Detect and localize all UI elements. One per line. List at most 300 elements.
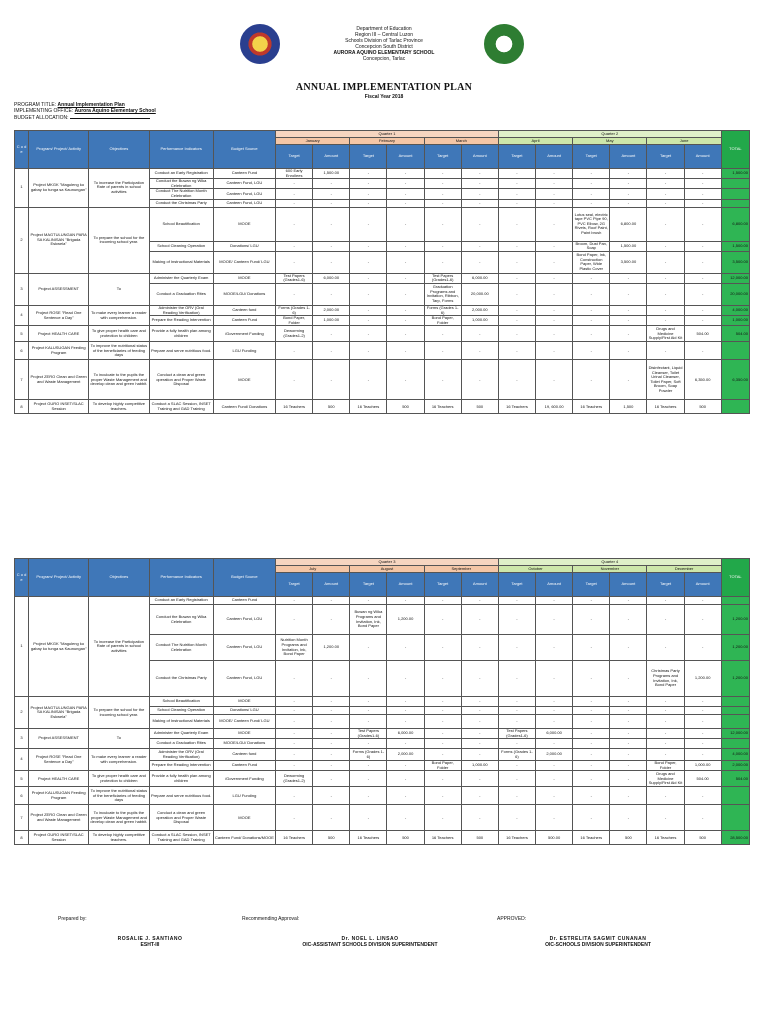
amount-cell: - <box>313 179 350 189</box>
month-header: August <box>350 566 424 573</box>
amount-cell: - <box>461 707 498 715</box>
program-title-label: PROGRAM TITLE: <box>14 102 57 108</box>
total-cell: 1,000.00 <box>721 316 749 326</box>
target-cell: Test Papers (Grades1-6) <box>276 273 313 283</box>
amount-cell: - <box>610 360 647 400</box>
amount-cell: - <box>684 273 721 283</box>
amount-header: Amount <box>461 573 498 597</box>
target-cell: 16 Teachers <box>350 400 387 414</box>
target-cell: - <box>498 597 535 605</box>
target-cell: - <box>647 805 684 831</box>
target-cell: Bond Paper, Folder <box>424 316 461 326</box>
amount-cell: - <box>684 597 721 605</box>
budget-source: Donations/ LGU <box>213 707 275 715</box>
office-value: Aurora Aquino Elementary School <box>74 108 156 114</box>
budget-source: Canteen Fund/ Donations <box>213 400 275 414</box>
deped-seal-icon <box>484 24 524 64</box>
amount-cell: - <box>313 787 350 805</box>
performance-indicator: Conduct The Nutrition Month Celebration <box>149 189 213 199</box>
target-cell: - <box>573 739 610 749</box>
amount-header: Amount <box>536 573 573 597</box>
target-cell: - <box>350 342 387 360</box>
table-row <box>15 360 750 400</box>
budget-source: MOOE <box>213 207 275 241</box>
target-cell: - <box>498 360 535 400</box>
amount-header: Amount <box>461 145 498 169</box>
target-header: Target <box>424 573 461 597</box>
program-name: Project MAGTULUNGAN PARA SA KALINISAN "Brigada Eskwela" <box>29 207 89 273</box>
objective: To prepare the school for the incoming school year. <box>89 207 149 273</box>
budget-source: Canteen Fund, LGU <box>213 199 275 207</box>
school-seal-icon <box>240 24 280 64</box>
amount-cell: - <box>387 787 424 805</box>
month-header: April <box>498 138 572 145</box>
target-cell: - <box>498 251 535 273</box>
performance-indicator: Conduct a clean and green operation and Proper Waste Disposal <box>149 360 213 400</box>
target-cell: - <box>424 169 461 179</box>
month-header: July <box>276 566 350 573</box>
budget-label: BUDGET ALLOCATION: <box>14 115 69 121</box>
target-cell: - <box>350 360 387 400</box>
amount-cell: 6,000.00 <box>387 729 424 739</box>
total-cell: 2,000.00 <box>721 761 749 771</box>
amount-cell: - <box>536 697 573 707</box>
amount-cell: - <box>313 739 350 749</box>
objective: To inculcate to the pupils the proper Waste Management and develop clean and green habbit. <box>89 360 149 400</box>
row-code: 5 <box>15 771 29 787</box>
table-row <box>15 787 750 805</box>
target-cell: Forms (Grades 1-6) <box>498 749 535 761</box>
target-header: Target <box>350 145 387 169</box>
amount-cell: - <box>387 273 424 283</box>
target-cell: - <box>498 635 535 661</box>
target-cell: - <box>573 189 610 199</box>
target-cell: - <box>350 805 387 831</box>
target-cell: - <box>276 739 313 749</box>
target-cell: - <box>647 697 684 707</box>
amount-cell: 2,000.00 <box>313 305 350 315</box>
target-cell: - <box>424 805 461 831</box>
target-cell: - <box>424 360 461 400</box>
amount-cell: - <box>536 707 573 715</box>
amount-cell: - <box>387 707 424 715</box>
target-cell: - <box>498 707 535 715</box>
amount-cell: - <box>461 251 498 273</box>
amount-cell: - <box>684 697 721 707</box>
month-header: December <box>647 566 721 573</box>
month-header: June <box>647 138 721 145</box>
amount-cell: 20,000.00 <box>461 283 498 305</box>
budget-source: MOOE <box>213 697 275 707</box>
budget-source: Canteen fund <box>213 749 275 761</box>
amount-cell: - <box>387 316 424 326</box>
performance-indicator: Conduct the Buwan ng Wika Celebration <box>149 605 213 635</box>
row-code: 6 <box>15 342 29 360</box>
amount-cell: - <box>387 179 424 189</box>
code-header: C o d e <box>15 559 29 597</box>
target-cell: - <box>647 199 684 207</box>
target-cell: - <box>276 749 313 761</box>
program-meta <box>14 102 156 121</box>
amount-cell: 6,800.00 <box>610 207 647 241</box>
amount-cell: 1,200.00 <box>387 605 424 635</box>
amount-cell: - <box>610 749 647 761</box>
amount-cell: - <box>684 715 721 729</box>
target-cell: - <box>573 805 610 831</box>
amount-cell: - <box>461 189 498 199</box>
target-cell: - <box>647 597 684 605</box>
total-cell: 1,200.00 <box>721 661 749 697</box>
performance-indicator: Provide a fully health plan among children <box>149 326 213 342</box>
objective: To increase the Participation Rate of parents in school activities <box>89 597 149 697</box>
amount-cell: 1,500 <box>610 400 647 414</box>
code-header: C o d e <box>15 131 29 169</box>
amount-cell: - <box>684 805 721 831</box>
amount-cell: - <box>387 715 424 729</box>
target-cell: Bond Paper, Ink, Construction Paper, Wide Plastic Cover <box>573 251 610 273</box>
target-cell: - <box>647 251 684 273</box>
amount-cell: - <box>387 697 424 707</box>
target-cell: 16 Teachers <box>424 400 461 414</box>
target-cell: - <box>498 761 535 771</box>
amount-cell: - <box>536 326 573 342</box>
performance-indicator: Conduct a SLAC Session, INSET Training and GAD Training <box>149 400 213 414</box>
target-cell: - <box>276 199 313 207</box>
target-cell: - <box>498 661 535 697</box>
target-cell: - <box>424 189 461 199</box>
target-cell: - <box>424 605 461 635</box>
target-cell: - <box>498 305 535 315</box>
amount-cell: - <box>387 635 424 661</box>
program-name: Project KALUSUGAN Feeding Program <box>29 787 89 805</box>
month-header: February <box>350 138 424 145</box>
target-cell: - <box>647 273 684 283</box>
target-cell: - <box>350 241 387 251</box>
program-name: Project HEALTH CARE <box>29 771 89 787</box>
recommender-position: OIC-ASSISTANT SCHOOLS DIVISION SUPERINTENDENT <box>302 942 438 948</box>
budget-source: Donations/ LGU <box>213 241 275 251</box>
budget-source: /Government Funding <box>213 326 275 342</box>
program-name: Project ROSE "Read One Sentence a Day" <box>29 305 89 325</box>
budget-source: MOOE/ Canteen Fund/ LGU <box>213 715 275 729</box>
target-cell: - <box>424 207 461 241</box>
school-name: AURORA AQUINO ELEMENTARY SCHOOL <box>333 50 435 56</box>
total-cell: 6,800.00 <box>721 207 749 241</box>
amount-cell: - <box>387 761 424 771</box>
target-cell: - <box>573 283 610 305</box>
amount-cell: - <box>536 316 573 326</box>
target-cell: - <box>350 199 387 207</box>
target-cell: - <box>573 661 610 697</box>
amount-cell: - <box>461 739 498 749</box>
amount-cell: - <box>610 805 647 831</box>
program-name: Project MKGK "Maguleng ko gabay ko tunga sa Kaunungan" <box>29 169 89 208</box>
total-cell: 28,500.00 <box>721 831 749 845</box>
total-cell <box>721 787 749 805</box>
amount-cell: - <box>536 179 573 189</box>
target-cell: - <box>350 739 387 749</box>
budget-source: Canteen Fund <box>213 169 275 179</box>
target-cell: - <box>573 316 610 326</box>
amount-cell: - <box>387 189 424 199</box>
table-row <box>15 831 750 845</box>
budget-source: Canteen Fund, LGU <box>213 189 275 199</box>
amount-cell: - <box>536 283 573 305</box>
table-row <box>15 207 750 241</box>
row-code: 8 <box>15 400 29 414</box>
amount-cell: - <box>313 597 350 605</box>
objective: To improve the nutritional status of the beneficiaries of feeding days <box>89 342 149 360</box>
total-cell: 1,200.00 <box>721 635 749 661</box>
performance-indicator: Conduct an Early Registration <box>149 597 213 605</box>
target-cell: 16 Teachers <box>424 831 461 845</box>
amount-cell: - <box>461 661 498 697</box>
amount-cell: - <box>387 326 424 342</box>
amount-cell: - <box>387 283 424 305</box>
row-code: 8 <box>15 831 29 845</box>
total-cell: 4,000.00 <box>721 749 749 761</box>
amount-header: Amount <box>684 573 721 597</box>
objective: To improve the nutritional status of the beneficiaries of feeding days <box>89 787 149 805</box>
budget-source: MOOE <box>213 729 275 739</box>
amount-cell: - <box>610 597 647 605</box>
amount-cell: - <box>610 771 647 787</box>
objective: To make every learner a reader with comprehension. <box>89 749 149 771</box>
amount-cell: 2,000.00 <box>536 749 573 761</box>
target-cell: - <box>424 739 461 749</box>
target-cell: - <box>573 273 610 283</box>
budget-source: Canteen Fund/ Donations/MOOE <box>213 831 275 845</box>
target-cell: - <box>573 697 610 707</box>
target-cell: - <box>424 707 461 715</box>
target-cell: Nutrition Month Programs and Invitation, Ink, Bond Paper <box>276 635 313 661</box>
amount-cell: - <box>610 635 647 661</box>
approver-name: Dr. ESTRELITA SAGMIT CUNANAN <box>549 936 647 942</box>
amount-cell: - <box>387 360 424 400</box>
amount-cell: - <box>461 207 498 241</box>
row-code: 1 <box>15 169 29 208</box>
amount-cell: - <box>387 241 424 251</box>
quarter-header: Quarter 2 <box>498 131 721 138</box>
amount-cell: - <box>313 761 350 771</box>
amount-cell: 504.00 <box>684 771 721 787</box>
target-cell: Test Papers (Grades1-6) <box>424 273 461 283</box>
performance-indicator: Conduct a Graduation Rites <box>149 739 213 749</box>
table-row <box>15 305 750 315</box>
amount-cell: - <box>536 199 573 207</box>
budget-source: LGU Funding <box>213 787 275 805</box>
amount-cell: 6,000.00 <box>313 273 350 283</box>
target-cell: Drugs and Medicine Supply/First Aid Kit <box>648 325 683 341</box>
amount-cell: - <box>313 342 350 360</box>
amount-cell: - <box>313 805 350 831</box>
table-row <box>15 326 750 342</box>
target-cell: - <box>573 179 610 189</box>
target-cell: - <box>276 605 313 635</box>
row-code: 4 <box>15 305 29 325</box>
dept-name: Department of Education <box>356 26 412 32</box>
program-name: Project MAGTULUNGAN PARA SA KALINISAN "Brigada Eskwela" <box>29 697 89 729</box>
amount-cell: - <box>461 605 498 635</box>
amount-cell: 2,000.00 <box>461 305 498 315</box>
target-cell: Deworming (Grades1-2) <box>276 326 313 342</box>
target-cell: - <box>276 805 313 831</box>
total-cell <box>721 739 749 749</box>
month-header: September <box>424 566 498 573</box>
target-cell: - <box>276 729 313 739</box>
amount-cell: 500 <box>461 400 498 414</box>
performance-indicator: Prepare and serve nutritious food. <box>149 342 213 360</box>
amount-cell: 500 <box>461 831 498 845</box>
town-name: Concepcion, Tarlac <box>362 56 406 62</box>
total-cell: 4,000.00 <box>721 305 749 315</box>
target-cell: - <box>276 707 313 715</box>
amount-cell: 1,200.00 <box>684 661 721 697</box>
table-row <box>15 749 750 761</box>
amount-cell: - <box>536 273 573 283</box>
amount-cell: - <box>461 749 498 761</box>
amount-cell: - <box>387 207 424 241</box>
target-cell: Bond Paper, Folder <box>276 316 313 326</box>
amount-cell: - <box>387 739 424 749</box>
amount-cell: - <box>684 342 721 360</box>
objective: To give proper health care and protection to children <box>89 326 149 342</box>
target-cell: - <box>573 360 610 400</box>
amount-cell: - <box>684 316 721 326</box>
target-cell: - <box>350 597 387 605</box>
target-cell: - <box>350 707 387 715</box>
target-cell: - <box>350 787 387 805</box>
amount-cell: - <box>536 761 573 771</box>
target-cell: - <box>424 241 461 251</box>
amount-cell: - <box>313 749 350 761</box>
total-cell: 6,350.00 <box>721 360 749 400</box>
total-cell <box>721 805 749 831</box>
target-cell: - <box>498 241 535 251</box>
amount-cell: 500 <box>387 831 424 845</box>
program-name: Project GURO INSET/SLAC Session <box>29 831 89 845</box>
performance-indicator: Conduct the Buwan ng Wika Celebration <box>149 179 213 189</box>
approver-signature <box>498 936 698 948</box>
target-cell: - <box>276 251 313 273</box>
target-header: Target <box>276 145 313 169</box>
target-cell: - <box>647 739 684 749</box>
performance-indicator: Making of Instructional Materials <box>149 715 213 729</box>
total-cell <box>721 707 749 715</box>
target-header: Target <box>498 145 535 169</box>
row-code: 1 <box>15 597 29 697</box>
amount-cell: - <box>313 189 350 199</box>
target-cell: - <box>350 207 387 241</box>
amount-cell: - <box>536 771 573 787</box>
target-cell: - <box>276 761 313 771</box>
performance-indicator: School Cleaning Operation <box>149 241 213 251</box>
amount-cell: - <box>461 326 498 342</box>
amount-cell: - <box>461 715 498 729</box>
amount-cell: - <box>387 199 424 207</box>
target-header: Target <box>573 573 610 597</box>
amount-cell: - <box>610 342 647 360</box>
target-cell: - <box>350 697 387 707</box>
target-cell: - <box>424 342 461 360</box>
office-label: IMPLEMENTING OFFICE: <box>14 108 74 114</box>
amount-cell: - <box>684 241 721 251</box>
amount-cell: 6,000.00 <box>461 273 498 283</box>
target-cell: - <box>276 241 313 251</box>
amount-cell: - <box>684 605 721 635</box>
target-cell: - <box>647 189 684 199</box>
target-cell: - <box>350 661 387 697</box>
letterhead <box>0 26 768 62</box>
plan-table-q1-q2 <box>14 130 750 414</box>
target-cell: - <box>350 169 387 179</box>
target-cell: - <box>647 179 684 189</box>
target-cell: Deworming (Grades1-2) <box>276 771 313 787</box>
target-header: Target <box>498 573 535 597</box>
quarter-header: Quarter 1 <box>276 131 499 138</box>
objective: To <box>89 729 149 749</box>
recommender-name: Dr. NOEL L. LINSAO <box>341 936 399 942</box>
amount-cell: - <box>461 597 498 605</box>
month-header: May <box>573 138 647 145</box>
target-cell: - <box>350 179 387 189</box>
amount-cell: - <box>461 787 498 805</box>
budget-source: Canteen Fund <box>213 761 275 771</box>
target-cell: - <box>424 697 461 707</box>
target-cell: Forms (Grades 1-6) <box>350 749 387 761</box>
amount-cell: - <box>313 326 350 342</box>
total-cell: 12,000.00 <box>721 273 749 283</box>
budget-source-header: Budget Source <box>213 131 275 169</box>
quarter-header: Quarter 4 <box>498 559 721 566</box>
indicators-header: Performance Indicators <box>149 559 213 597</box>
total-cell <box>721 400 749 414</box>
amount-cell: 1,500.00 <box>313 169 350 179</box>
target-header: Target <box>424 145 461 169</box>
amount-cell: - <box>461 771 498 787</box>
amount-cell: - <box>610 305 647 315</box>
amount-cell: - <box>536 597 573 605</box>
amount-cell: - <box>684 739 721 749</box>
amount-cell: - <box>610 707 647 715</box>
amount-cell: - <box>313 605 350 635</box>
amount-cell: - <box>610 761 647 771</box>
budget-source: MOOE <box>213 273 275 283</box>
table-row <box>15 697 750 707</box>
amount-cell: - <box>536 635 573 661</box>
target-cell: - <box>573 715 610 729</box>
performance-indicator: Prepare the Reading Intervention <box>149 316 213 326</box>
total-cell: 504.00 <box>721 771 749 787</box>
amount-cell: - <box>536 241 573 251</box>
target-cell: - <box>647 342 684 360</box>
amount-cell: - <box>684 749 721 761</box>
target-cell: - <box>573 605 610 635</box>
objective: To develop highly competitive teachers. <box>89 831 149 845</box>
amount-header: Amount <box>387 145 424 169</box>
objective: To <box>89 273 149 305</box>
table-row <box>15 169 750 179</box>
target-cell: - <box>424 749 461 761</box>
budget-source: MOOE/LGU/ Donations <box>213 283 275 305</box>
target-cell: Lotus seal, electric tape PVC Pipe 90, PVC Elbow, 2G Rivets, Roof Paint, Paint brush <box>573 207 610 241</box>
total-cell <box>721 179 749 189</box>
target-cell: - <box>350 635 387 661</box>
program-header: Program/ Project/ Activity <box>29 131 89 169</box>
amount-cell: - <box>610 715 647 729</box>
target-cell: - <box>647 635 684 661</box>
month-header: March <box>424 138 498 145</box>
